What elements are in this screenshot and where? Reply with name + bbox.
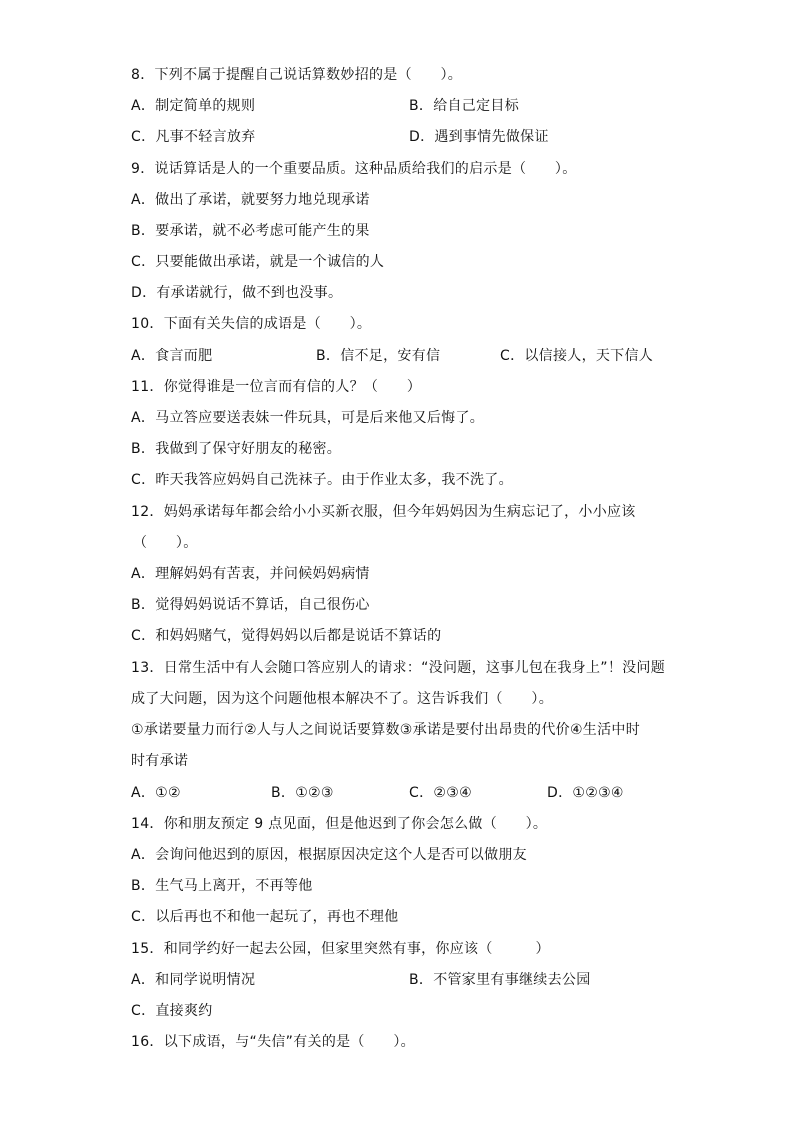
question-15-option-c: C．直接爽约	[131, 1003, 213, 1019]
question-16-stem: 16．以下成语，与“失信”有关的是（ ）。	[131, 1034, 415, 1050]
question-9-option-a: A．做出了承诺，就要努力地兑现承诺	[131, 192, 370, 208]
question-14-stem: 14．你和朋友预定 9 点见面，但是他迟到了你会怎么做（ ）。	[131, 816, 548, 832]
question-12-stem-continued: （ ）。	[133, 535, 198, 551]
question-13-option-c: C．②③④	[409, 785, 472, 801]
question-8-option-a: A．制定简单的规则	[131, 98, 256, 114]
question-15-option-b: B．不管家里有事继续去公园	[409, 972, 591, 988]
question-11-option-a: A．马立答应要送表妹一件玩具，可是后来他又后悔了。	[131, 410, 485, 426]
question-15-stem: 15．和同学约好一起去公园，但家里突然有事，你应该（ ）	[131, 941, 550, 957]
question-8-option-d: D．遇到事情先做保证	[409, 129, 549, 145]
question-10-stem: 10．下面有关失信的成语是（ ）。	[131, 316, 372, 332]
question-13-option-a: A．①②	[131, 785, 181, 801]
question-12-stem: 12．妈妈承诺每年都会给小小买新衣服，但今年妈妈因为生病忘记了，小小应该	[131, 504, 636, 520]
question-13-statements-continued: 时有承诺	[131, 753, 189, 769]
question-9-option-c: C．只要能做出承诺，就是一个诚信的人	[131, 254, 385, 270]
question-9-option-d: D．有承诺就行，做不到也没事。	[131, 285, 343, 301]
question-13-option-b: B．①②③	[271, 785, 334, 801]
question-15-option-a: A．和同学说明情况	[131, 972, 256, 988]
question-11-option-b: B．我做到了保守好朋友的秘密。	[131, 441, 342, 457]
question-8-stem: 8．下列不属于提醒自己说话算数妙招的是（ ）。	[131, 67, 463, 83]
question-9-stem: 9．说话算话是人的一个重要品质。这种品质给我们的启示是（ ）。	[131, 161, 577, 177]
question-12-option-a: A．理解妈妈有苦衷，并问候妈妈病情	[131, 566, 370, 582]
question-13-stem: 13．日常生活中有人会随口答应别人的请求：“没问题，这事儿包在我身上”！没问题	[131, 660, 666, 676]
question-9-option-b: B．要承诺，就不必考虑可能产生的果	[131, 223, 370, 239]
question-12-option-b: B．觉得妈妈说话不算话，自己很伤心	[131, 597, 370, 613]
question-14-option-a: A．会询问他迟到的原因，根据原因决定这个人是否可以做朋友	[131, 847, 527, 863]
question-13-stem-continued: 成了大问题，因为这个问题他根本解决不了。这告诉我们（ ）。	[131, 691, 553, 707]
question-14-option-c: C．以后再也不和他一起玩了，再也不理他	[131, 909, 399, 925]
question-14-option-b: B．生气马上离开，不再等他	[131, 878, 313, 894]
question-12-option-c: C．和妈妈赌气，觉得妈妈以后都是说话不算话的	[131, 628, 442, 644]
question-11-stem: 11．你觉得谁是一位言而有信的人？（ ）	[131, 379, 422, 395]
question-13-statements: ①承诺要量力而行②人与人之间说话要算数③承诺是要付出昂贵的代价④生活中时	[131, 722, 641, 738]
question-10-option-c: C．以信接人，天下信人	[500, 348, 654, 364]
question-10-option-b: B．信不足，安有信	[316, 348, 441, 364]
question-8-option-b: B．给自己定目标	[409, 98, 520, 114]
question-10-option-a: A．食言而肥	[131, 348, 213, 364]
question-11-option-c: C．昨天我答应妈妈自己洗袜子。由于作业太多，我不洗了。	[131, 472, 513, 488]
question-8-option-c: C．凡事不轻言放弃	[131, 129, 256, 145]
question-13-option-d: D．①②③④	[547, 785, 624, 801]
